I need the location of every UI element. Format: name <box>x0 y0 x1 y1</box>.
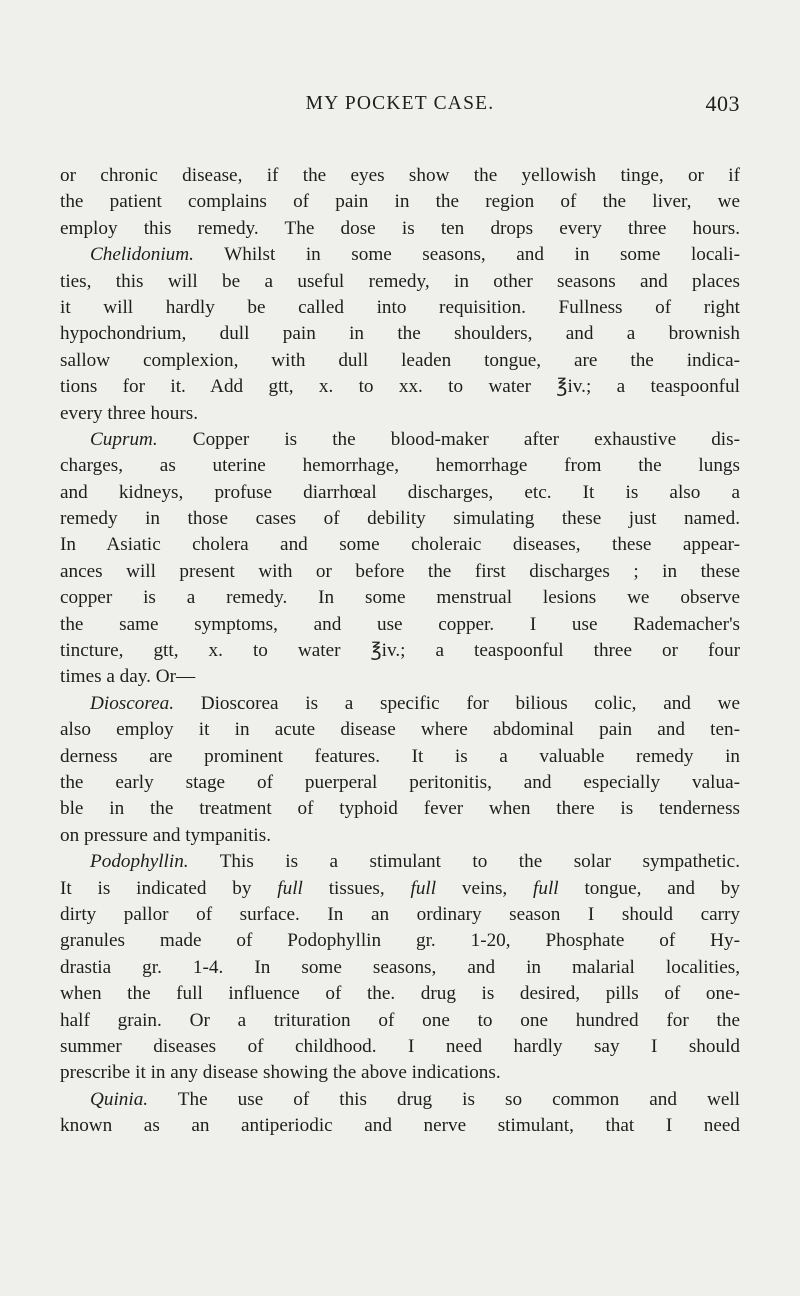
text-line <box>60 532 740 558</box>
text-run: or chronic disease, if the eyes show the yellowish tinge, or if <box>60 165 740 186</box>
text-line <box>60 295 740 321</box>
text-run: derness are prominent features. It is a valuable remedy in <box>60 745 740 767</box>
text-run: and kidneys, profuse diarrhœal discharges, etc. It is also a <box>60 481 740 503</box>
text-line <box>60 163 740 189</box>
italic-text: Chelidonium. <box>90 244 194 266</box>
text-line <box>60 876 740 902</box>
text-line <box>60 902 740 928</box>
text-run: ble in the treatment of typhoid fever when there is tenderness <box>60 798 740 820</box>
italic-text: Dioscorea. <box>90 692 175 714</box>
text-run: half grain. Or a trituration of one to one hundred for the <box>60 1009 740 1031</box>
text-line <box>60 796 740 822</box>
text-run: dirty pallor of surface. In an ordinary season I should carry <box>60 903 740 925</box>
text-run: also employ it in acute disease where abdominal pain and ten- <box>60 719 740 741</box>
text-run: remedy in those cases of debility simulating these just named. <box>60 508 740 530</box>
text-run: on pressure and tympanitis. <box>60 824 272 846</box>
text-line <box>60 849 740 875</box>
running-head <box>60 93 740 123</box>
text-run: drastia gr. 1-4. In some seasons, and in malarial localities, <box>60 956 740 978</box>
text-line <box>60 928 740 954</box>
text-line <box>60 189 740 215</box>
text-run: It is indicated by <box>60 877 278 899</box>
text-line <box>60 717 740 743</box>
italic-text: full <box>410 877 437 899</box>
italic-text: Quinia. <box>90 1088 149 1110</box>
text-line <box>60 823 740 849</box>
text-run: hypochondrium, dull pain in the shoulders, and a brownish <box>60 323 740 345</box>
text-run: ances will present with or before the first discharges ; in these <box>60 560 740 582</box>
italic-text: Podophyllin. <box>90 851 189 873</box>
text-run: known as an antiperiodic and nerve stimulant, that I need <box>60 1115 740 1137</box>
text-line <box>60 506 740 532</box>
text-run: granules made of Podophyllin gr. 1-20, Phosphate of Hy- <box>60 930 740 952</box>
text-line <box>60 559 740 585</box>
text-run: Whilst in some seasons, and in some locali- <box>193 244 740 266</box>
text-line <box>60 638 740 664</box>
text-line <box>60 1008 740 1034</box>
text-run: times a day. Or— <box>60 666 196 688</box>
text-run: every three hours. <box>60 402 198 424</box>
italic-text: full <box>533 877 559 899</box>
body-text <box>60 163 740 1139</box>
italic-text: full <box>277 877 303 899</box>
text-line <box>60 1113 740 1139</box>
text-line <box>60 216 740 242</box>
text-run: employ this remedy. The dose is ten drops every three hours. <box>60 217 740 239</box>
text-run: ties, this will be a useful remedy, in other seasons and places <box>60 270 740 292</box>
text-run: In Asiatic cholera and some choleraic diseases, these appear- <box>60 534 740 556</box>
text-line <box>60 770 740 796</box>
text-run: Dioscorea is a specific for bilious colic, and we <box>174 692 740 714</box>
text-line <box>60 612 740 638</box>
text-run: when the full influence of the. drug is desired, pills of one- <box>60 983 740 1005</box>
text-line <box>60 1034 740 1060</box>
text-line <box>60 981 740 1007</box>
text-line <box>60 401 740 427</box>
text-line <box>60 242 740 268</box>
text-line <box>60 955 740 981</box>
text-line <box>60 348 740 374</box>
text-run: sallow complexion, with dull leaden tongue, are the indica- <box>60 349 740 371</box>
text-line <box>60 480 740 506</box>
text-run: copper is a remedy. In some menstrual lesions we observe <box>60 587 740 609</box>
text-line <box>60 321 740 347</box>
text-run: This is a stimulant to the solar sympathetic. <box>188 851 740 873</box>
text-run: tions for it. Add gtt, x. to xx. to water ℥iv.; a teaspoonful <box>60 376 740 398</box>
text-run: the early stage of puerperal peritonitis, and especially valua- <box>60 771 740 793</box>
text-line <box>60 453 740 479</box>
text-line <box>60 691 740 717</box>
text-run: tongue, and by <box>558 877 740 899</box>
text-line <box>60 664 740 690</box>
text-line <box>60 374 740 400</box>
text-run: charges, as uterine hemorrhage, hemorrhage from the lungs <box>60 455 740 477</box>
text-run: it will hardly be called into requisition. Fullness of right <box>60 296 740 318</box>
page-number: 403 <box>705 91 740 116</box>
text-line <box>60 744 740 770</box>
running-title: MY POCKET CASE. <box>305 93 495 114</box>
text-run: prescribe it in any disease showing the above indications. <box>60 1062 501 1084</box>
text-line <box>60 1087 740 1113</box>
text-run: tincture, gtt, x. to water ℥iv.; a teaspoonful three or four <box>60 640 740 662</box>
text-run: veins, <box>436 877 534 899</box>
text-line <box>60 269 740 295</box>
text-run: Copper is the blood-maker after exhaustive dis- <box>157 428 740 450</box>
text-line <box>60 427 740 453</box>
italic-text: Cuprum. <box>90 428 158 450</box>
text-line <box>60 585 740 611</box>
text-run: tissues, <box>302 877 411 899</box>
text-run: the patient complains of pain in the region of the liver, we <box>60 191 740 213</box>
text-run: The use of this drug is so common and well <box>148 1088 740 1110</box>
text-run: the same symptoms, and use copper. I use Rademacher's <box>60 613 740 635</box>
text-run: summer diseases of childhood. I need hardly say I should <box>60 1035 740 1057</box>
text-line <box>60 1060 740 1086</box>
